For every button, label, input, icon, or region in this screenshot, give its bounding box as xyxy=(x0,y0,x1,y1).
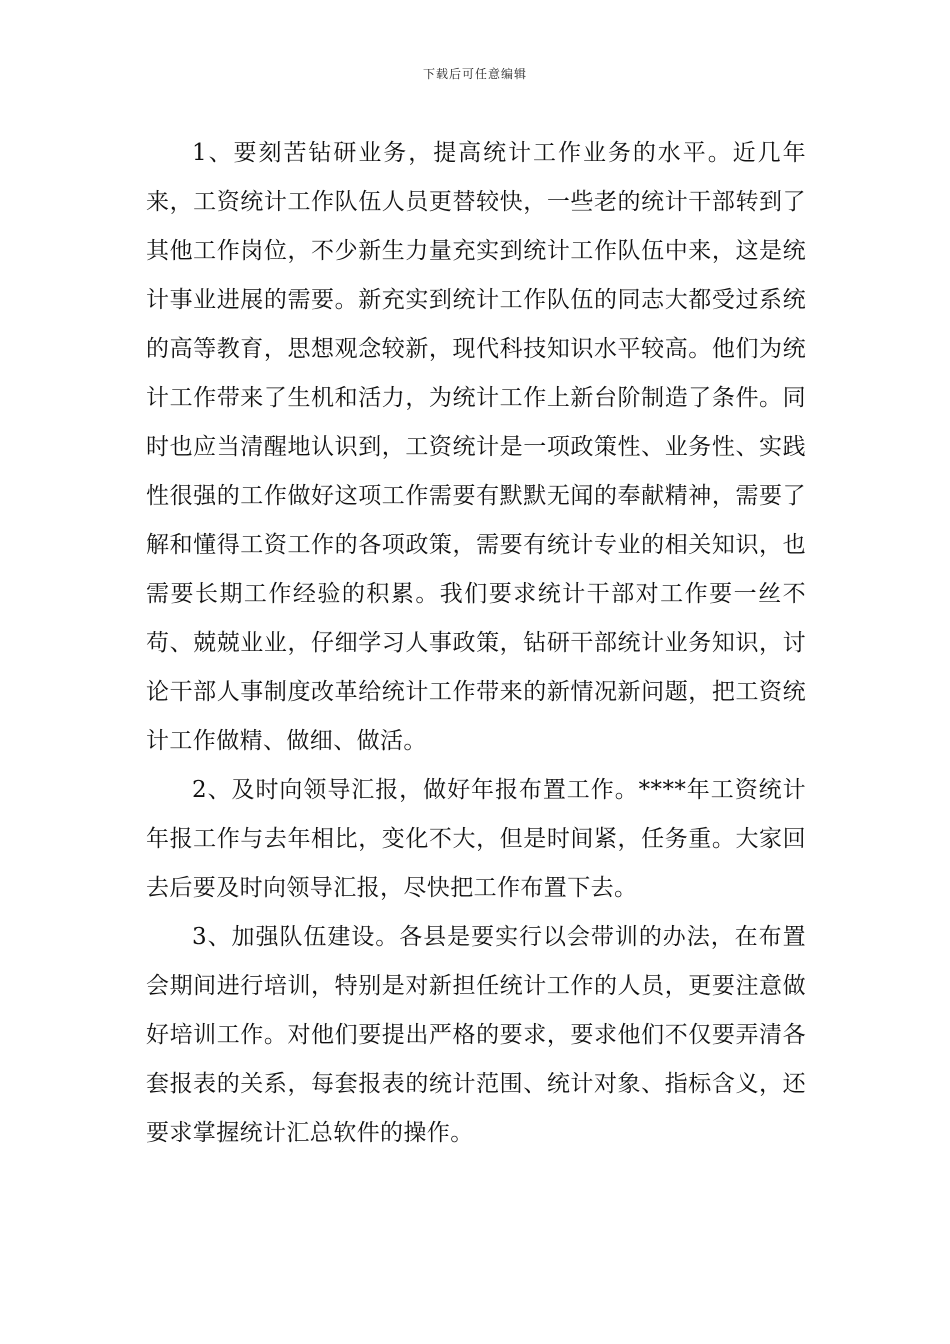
page-header: 下载后可任意编辑 xyxy=(422,67,527,81)
paragraph-1: 1、要刻苦钻研业务，提高统计工作业务的水平。近几年来，工资统计工作队伍人员更替较快，一些老的统计干部转到了其他工作岗位，不少新生力量充实到统计工作队伍中来，这是统计事业进展的需要。新充实到统计工作队伍的同志大都受过系统的高等教育，思想观念较新，现代科技知识水平较高。他们为统计工作带来了生机和活力，为统计工作上新台阶制造了条件。同时也应当清醒地认识到，工资统计是一项政策性、业务性、实践性很强的工作做好这项工作需要有默默无闻的奉献精神，需要了解和懂得工资工作的各项政策，需要有统计专业的相关知识，也需要长期工作经验的积累。我们要求统计干部对工作要一丝不苟、兢兢业业，仔细学习人事政策，钻研干部统计业务知识，讨论干部人事制度改革给统计工作带来的新情况新问题，把工资统计工作做精、做细、做活。 xyxy=(146,140,806,754)
document-body xyxy=(146,129,806,1158)
paragraph-2: 2、及时向领导汇报，做好年报布置工作。****年工资统计年报工作与去年相比，变化不大，但是时间紧，任务重。大家回去后要及时向领导汇报，尽快把工作布置下去。 xyxy=(146,777,806,901)
paragraph-3: 3、加强队伍建设。各县是要实行以会带训的办法，在布置会期间进行培训，特别是对新担任统计工作的人员，更要注意做好培训工作。对他们要提出严格的要求，要求他们不仅要弄清各套报表的关系，每套报表的统计范围、统计对象、指标含义，还要求掌握统计汇总软件的操作。 xyxy=(146,924,806,1146)
